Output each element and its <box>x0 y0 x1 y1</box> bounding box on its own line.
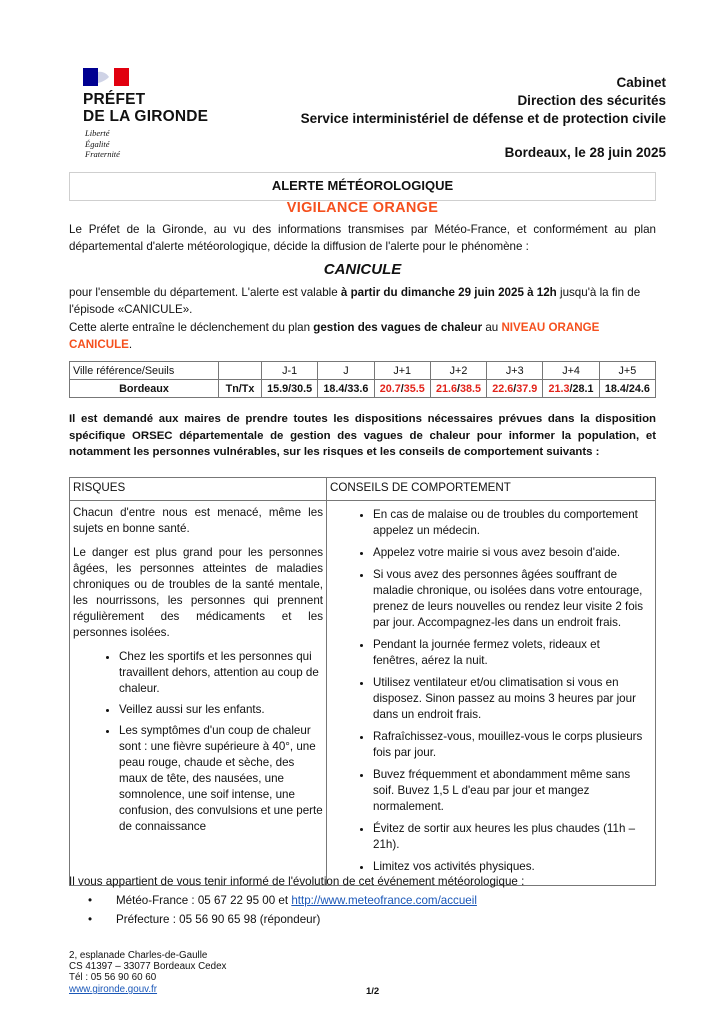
motto <box>85 128 120 160</box>
document-date: Bordeaux, le 28 juin 2025 <box>504 145 666 160</box>
validity-date: à partir du dimanche 29 juin 2025 à 12h <box>340 286 557 299</box>
temp-min: 21.3 <box>548 382 570 395</box>
plan-name: gestion des vagues de chaleur <box>313 321 483 334</box>
day-header: J+3 <box>487 362 543 380</box>
day-header: J+5 <box>599 362 655 380</box>
footer-phone: Tél : 05 56 90 60 60 <box>69 972 157 983</box>
bullet: • <box>88 894 93 907</box>
prefecture-name <box>83 91 208 125</box>
flag-blue <box>83 68 98 86</box>
temp-max: 28.1 <box>572 382 594 395</box>
advice-column-header: CONSEILS DE COMPORTEMENT <box>327 478 656 501</box>
bullet: • <box>88 913 93 926</box>
alert-intro: Le Préfet de la Gironde, au vu des informations transmises par Météo-France, et conformément au plan départemental d'alerte météorologique, décide la diffusion de l'alerte pour le phénomène : <box>69 223 656 253</box>
footer-website-link[interactable]: www.gironde.gouv.fr <box>69 984 158 995</box>
advice-item: • Utilisez ventilateur et/ou climatisation si vous en disposez. Sinon passez au moins 3 heures par jour dans un endroit frais. <box>373 675 647 723</box>
plan-text-3: . <box>128 337 133 351</box>
alert-title: ALERTE MÉTÉOROLOGIQUE <box>271 178 454 193</box>
temp-max: 24.6 <box>628 382 650 395</box>
validity-text-2: jusqu'à la fin de l'épisode «CANICULE». <box>69 286 641 316</box>
validity-text-1: pour l'ensemble du département. L'alerte est valable <box>69 286 341 299</box>
temp-min: 20.7 <box>379 382 401 395</box>
advice-list <box>327 507 647 875</box>
temp-min: 15.9 <box>267 382 289 395</box>
prefecture-name-line2: DE LA GIRONDE <box>83 108 209 125</box>
risk-item: • Les symptômes d'un coup de chaleur sont : une fièvre supérieure à 40°, une peau rouge, chaude et sèche, des maux de tête, des nausées, une somnolence, une soif intense, une confusion, des convulsions et une perte de connaissance <box>119 723 323 835</box>
alert-validity <box>69 285 656 318</box>
advice-item: • Pendant la journée fermez volets, rideaux et fenêtres, aérez la nuit. <box>373 637 647 669</box>
temp-max: 35.5 <box>403 382 425 395</box>
temp-min: 21.6 <box>435 382 457 395</box>
city-name: Bordeaux <box>70 380 219 398</box>
prefecture-phone: Préfecture : 05 56 90 65 98 (répondeur) <box>116 913 321 926</box>
mayors-request: Il est demandé aux maires de prendre toutes les dispositions nécessaires prévues dans la disposition spécifique ORSEC départementale de gestion des vagues de chaleur pour informer la population, et notamment les personnes vulnérables, sur les risques et les conseils de comportement suivants : <box>69 413 656 458</box>
footer-address-1: 2, esplanade Charles-de-Gaulle <box>69 950 208 961</box>
temp-max: 37.9 <box>516 382 538 395</box>
info-intro: Il vous appartient de vous tenir informé de l'évolution de cet événement météorologique : <box>69 875 525 888</box>
advice-item: • Buvez fréquemment et abondamment même sans soif. Buvez 1,5 L d'eau par jour et mangez normalement. <box>373 767 647 815</box>
risks-paragraph-2: Le danger est plus grand pour les personnes âgées, les personnes atteintes de maladies chroniques ou de troubles de la santé mentale, les nourrissons, les personnes qui prennent régulièrement des médicaments et les personnes isolées. <box>73 546 323 639</box>
risk-item: • Veillez aussi sur les enfants. <box>119 702 323 718</box>
page-number: 1/2 <box>366 986 380 997</box>
motto-liberte: Liberté <box>85 128 110 138</box>
advice-cell <box>327 501 656 886</box>
header-direction: Direction des sécurités <box>517 93 666 108</box>
day-header: J+4 <box>543 362 599 380</box>
day-header: J+1 <box>374 362 430 380</box>
prefecture-name-line1: PRÉFET <box>83 91 146 108</box>
temp-cell: 15.9/30.5 <box>262 380 318 398</box>
risks-column-header: RISQUES <box>70 478 327 501</box>
temp-cell: 18.4/24.6 <box>599 380 655 398</box>
risks-paragraph-1: Chacun d'entre nous est menacé, même les sujets en bonne santé. <box>73 506 323 535</box>
temp-max: 30.5 <box>291 382 313 395</box>
risks-cell <box>70 501 327 886</box>
table-header-label: Ville référence/Seuils <box>70 362 219 380</box>
plan-text-1: Cette alerte entraîne le déclenchement du plan <box>69 321 314 334</box>
plan-level: NIVEAU ORANGE CANICULE <box>69 321 600 351</box>
vigilance-level: VIGILANCE ORANGE <box>286 200 439 216</box>
day-header: J <box>318 362 374 380</box>
risks-advice-table <box>69 477 656 886</box>
risk-item: • Chez les sportifs et les personnes qui travaillent dehors, attention au coup de chaleur. <box>119 649 323 697</box>
temperature-table-header <box>70 362 656 380</box>
meteofrance-link[interactable]: http://www.meteofrance.com/accueil <box>291 894 477 907</box>
temp-cell: 21.6/38.5 <box>430 380 486 398</box>
advice-item: • Appelez votre mairie si vous avez besoin d'aide. <box>373 545 647 561</box>
temp-cell: 22.6/37.9 <box>487 380 543 398</box>
footer-address-2: CS 41397 – 33077 Bordeaux Cedex <box>69 961 227 972</box>
table-header-empty <box>219 362 262 380</box>
temp-max: 38.5 <box>459 382 481 395</box>
advice-item: • Évitez de sortir aux heures les plus chaudes (11h – 21h). <box>373 821 647 853</box>
temp-cell: 20.7/35.5 <box>374 380 430 398</box>
advice-item: • Rafraîchissez-vous, mouillez-vous le corps plusieurs fois par jour. <box>373 729 647 761</box>
plan-trigger <box>69 320 656 353</box>
risks-list <box>73 649 323 835</box>
motto-fraternite: Fraternité <box>85 149 120 159</box>
motto-egalite: Égalité <box>85 138 110 149</box>
temp-cell: 18.4/33.6 <box>318 380 374 398</box>
flag-red <box>114 68 129 86</box>
temp-cell: 21.3/28.1 <box>543 380 599 398</box>
temp-min: 18.4 <box>323 382 345 395</box>
advice-item: • En cas de malaise ou de troubles du comportement appelez un médecin. <box>373 507 647 539</box>
phenomenon-title: CANICULE <box>323 261 402 278</box>
temp-max: 33.6 <box>347 382 369 395</box>
info-prefecture <box>88 912 320 928</box>
header-service: Service interministériel de défense et de protection civile <box>300 111 666 126</box>
temperature-table <box>69 361 656 398</box>
advice-item: • Si vous avez des personnes âgées souffrant de maladie chronique, ou isolées dans votre entourage, prenez de leurs nouvelles ou rendez leur visite 2 fois par jour. Accompagnez-les dans un endroit frais. <box>373 567 647 631</box>
temp-min: 18.4 <box>604 382 626 395</box>
advice-item: • Limitez vos activités physiques. <box>373 859 647 875</box>
info-meteo <box>88 893 477 909</box>
plan-text-2: au <box>482 321 502 334</box>
day-header: J-1 <box>262 362 318 380</box>
temp-unit: Tn/Tx <box>219 380 262 398</box>
meteo-phone: Météo-France : 05 67 22 95 00 et <box>116 894 292 907</box>
temp-min: 22.6 <box>492 382 514 395</box>
day-header: J+2 <box>430 362 486 380</box>
temperature-row-bordeaux <box>70 380 656 398</box>
marianne-flag-logo <box>83 68 129 86</box>
header-cabinet: Cabinet <box>616 75 666 90</box>
